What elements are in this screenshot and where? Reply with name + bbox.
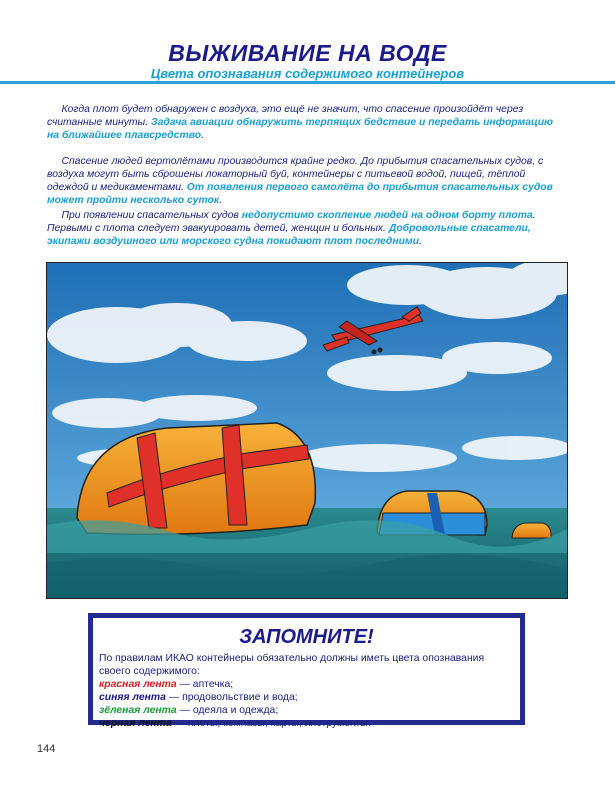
list-item-blue [99,691,509,704]
paragraph-2-highlight: От появления первого самолёта до прибытия спасательных судов может пройти несколько суток [47,182,553,206]
paragraph-1-end: . [201,130,204,141]
paragraph-3-end: . [419,236,422,247]
paragraph-3-text: При появлении спасательных судов [61,210,242,221]
paragraph-2 [47,155,567,207]
paragraph-2-text: Спасение людей вертолётами производится крайне редко. До прибытия спасательных судов, с воздуха могут быть сброшены локаторный буй, контейнеры с питьевой водой, пищей, тёплой одеждой и медикаментами. [47,156,544,193]
green-ribbon-label: зёленая лента [99,705,177,716]
sea-rescue-illustration [46,262,568,599]
illustration-svg [47,263,567,598]
paragraph-3-highlight-2: Добровольные спасатели, экипажи воздушного или морского судна покидают плот последними [47,223,531,247]
list-item-black [99,717,509,730]
blue-ribbon-desc: — продовольствие и вода; [165,692,298,703]
remember-intro: По правилам ИКАО контейнеры обязательно должны иметь цвета опознавания своего содержимого: [99,653,485,677]
remember-box [88,613,525,729]
black-ribbon-label: черная лента [99,718,172,729]
page-subtitle: Цвета опознавания содержимого контейнеров [150,66,465,81]
header-divider [0,81,615,84]
list-item-red [99,678,509,691]
red-ribbon-desc: — аптечка; [176,679,234,690]
paragraph-1-text: Когда плот будет обнаружен с воздуха, это ещё не значит, что спасение произойдёт через считанные минуты. [47,104,524,128]
paragraph-1 [47,103,567,142]
paragraph-3-highlight-1: недопустимо скопление людей на одном борту плота [241,210,533,221]
paragraph-2-end: . [219,195,223,206]
red-ribbon-label: красная лента [99,679,177,690]
page-number: 144 [37,743,56,755]
paragraph-3-mid: . Первыми с плота следует эвакуировать детей, женщин и больных. [47,210,536,234]
black-ribbon-desc: — плоты, компасы, карты, инструменты. [171,718,371,729]
green-ribbon-desc: — одеяла и одежда; [176,705,279,716]
remember-text [99,652,509,730]
remember-box-inner [93,618,520,729]
remember-title: ЗАПОМНИТЕ! [239,626,374,648]
list-item-green [99,704,509,717]
paragraph-3 [47,209,567,248]
page-title: ВЫЖИВАНИЕ НА ВОДЕ [168,40,447,66]
blue-ribbon-label: синяя лента [99,692,166,703]
paragraph-1-highlight: Задача авиации обнаружить терпящих бедствие и передать информацию на ближайшее плавсредство [47,117,554,141]
small-container [512,523,551,538]
